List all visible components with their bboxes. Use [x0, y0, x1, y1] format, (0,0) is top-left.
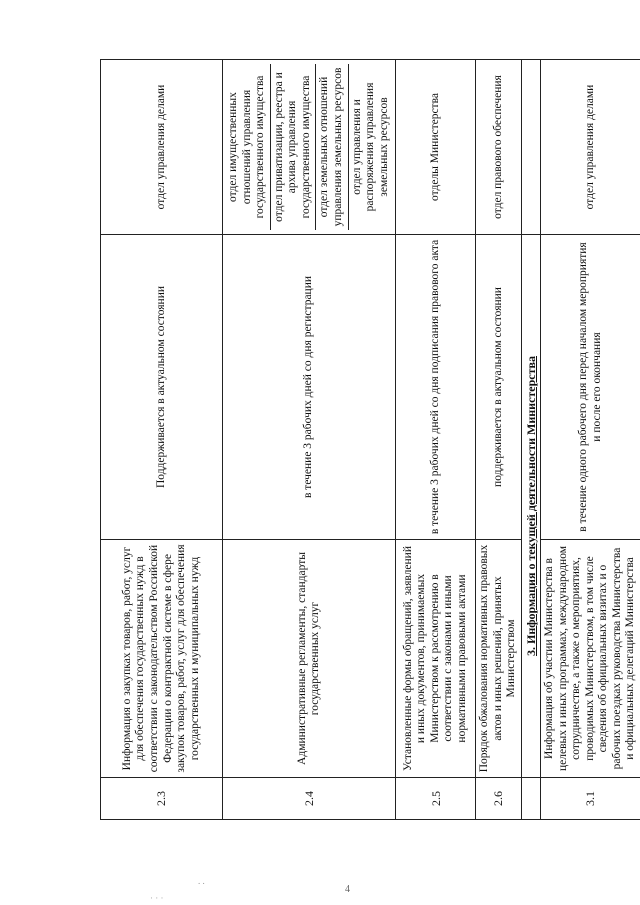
responsible-cell: отдел управления делами	[101, 60, 223, 235]
info-cell: Административные регламенты, стандарты государственных услуг	[223, 540, 396, 778]
scan-mark: . .	[198, 876, 205, 886]
table-row-2-5	[396, 60, 476, 820]
section-title: 3. Информация о текущей деятельности Министерства	[521, 235, 540, 778]
info-cell: Информация об участии Министерства в целевых и иных программах, международном сотрудничестве, а также о мероприятиях, проводимых Министерством, в том числе сведения об официальных визитах и о рабочих поездках руководства Министерства и официальных делегаций Министерства	[541, 540, 640, 778]
row-number: 3.1	[541, 778, 640, 820]
deadline-cell: в течение 3 рабочих дней со дня регистрации	[223, 235, 396, 540]
table-row-3-1	[541, 60, 640, 820]
row-number: 2.6	[476, 778, 522, 820]
blank-cell	[521, 778, 540, 820]
deadline-cell: в течение 3 рабочих дней со дня подписания правового акта	[396, 235, 476, 540]
row-number: 2.3	[101, 778, 223, 820]
deadline-cell: поддерживается в актуальном состоянии	[476, 235, 522, 540]
responsible-cell: отдел правового обеспечения	[476, 60, 522, 235]
page-number: 4	[345, 884, 350, 895]
responsible-subitem: отдел имущественных отношений управления государственного имущества	[225, 64, 271, 230]
row-number: 2.5	[396, 778, 476, 820]
responsible-cell: отдел управления делами	[541, 60, 640, 235]
section-heading-row	[521, 60, 540, 820]
rotated-table-page	[100, 60, 637, 820]
responsible-cell: отделы Министерства	[396, 60, 476, 235]
scan-mark: · · ·	[150, 893, 164, 903]
information-table	[100, 59, 640, 820]
row-number: 2.4	[223, 778, 396, 820]
info-cell: Установленные формы обращений, заявлений и иных документов, принимаемых Министерством к рассмотрению в соответствии с законами и иными нормативными правовыми актами	[396, 540, 476, 778]
responsible-subitem: отдел приватизации, реестра и архива управления государственного имущества	[271, 64, 317, 230]
deadline-cell: Поддерживается в актуальном состоянии	[101, 235, 223, 540]
responsible-subitem: отдел управления и распоряжения управления земельных ресурсов	[350, 82, 390, 212]
responsible-subitem: отдел земельных отношений управления земельных ресурсов	[316, 64, 348, 230]
blank-cell	[521, 60, 540, 235]
info-cell: Информация о закупках товаров, работ, услуг для обеспечения государственных нужд в соответствии с законодательством Российской Федерации о контрактной системе в сфере закупок товаров, работ, услуг для обеспечения государственных и муниципальных нужд	[101, 540, 223, 778]
info-cell: Порядок обжалования нормативных правовых актов и иных решений, принятых Министерством	[476, 540, 522, 778]
table-row-2-4	[223, 60, 396, 820]
table-row-2-3	[101, 60, 223, 820]
table-row-2-6	[476, 60, 522, 820]
deadline-cell: в течение одного рабочего дня перед началом мероприятия и после его окончания	[541, 235, 640, 540]
responsible-cell	[223, 60, 396, 235]
